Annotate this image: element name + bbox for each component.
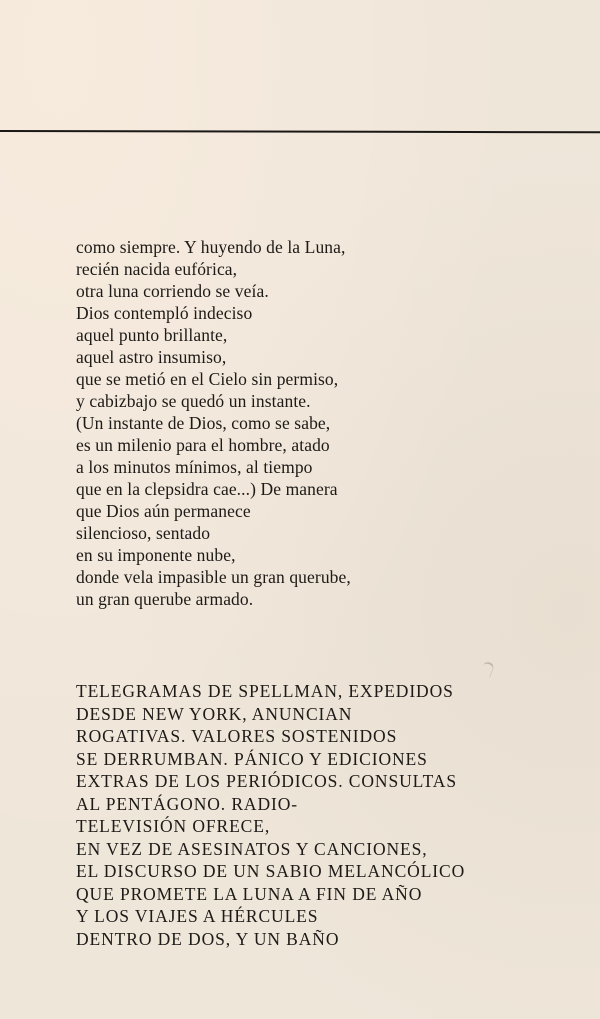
poem-line: donde vela impasible un gran querube, xyxy=(76,567,351,587)
poem-stanza-lowercase xyxy=(76,236,351,610)
poem-line: DENTRO DE DOS, Y UN BAÑO xyxy=(76,928,340,949)
header-rule xyxy=(0,130,600,133)
poem-line: AL PENTÁGONO. RADIO- xyxy=(76,793,298,814)
poem-line: aquel punto brillante, xyxy=(76,325,228,345)
poem-line: a los minutos mínimos, al tiempo xyxy=(76,457,313,477)
poem-line: SE DERRUMBAN. PÁNICO Y EDICIONES xyxy=(76,748,428,769)
poem-line: Dios contempló indeciso xyxy=(76,303,253,323)
poem-line: y cabizbajo se quedó un instante. xyxy=(76,391,311,411)
poem-line: EL DISCURSO DE UN SABIO MELANCÓLICO xyxy=(76,861,466,881)
paper-smudge-mark xyxy=(480,661,495,678)
poem-line: que Dios aún permanece xyxy=(76,501,251,521)
poem-stanza-uppercase xyxy=(76,680,465,950)
poem-line: que se metió en el Cielo sin permiso, xyxy=(76,369,339,389)
poem-line: es un milenio para el hombre, atado xyxy=(76,435,330,455)
poem-line: recién nacida eufórica, xyxy=(76,259,238,279)
poem-line: EXTRAS DE LOS PERIÓDICOS. CONSULTAS xyxy=(76,771,457,791)
poem-line: que en la clepsidra cae...) De manera xyxy=(76,479,338,499)
poem-line: ROGATIVAS. VALORES SOSTENIDOS xyxy=(76,726,398,746)
poem-line: EN VEZ DE ASESINATOS Y CANCIONES, xyxy=(76,838,428,859)
poem-line: (Un instante de Dios, como se sabe, xyxy=(76,413,331,433)
poem-line: aquel astro insumiso, xyxy=(76,347,227,367)
poem-line: en su imponente nube, xyxy=(76,545,236,565)
poem-line: otra luna corriendo se veía. xyxy=(76,281,269,301)
poem-line: como siempre. Y huyendo de la Luna, xyxy=(76,237,346,257)
poem-line: TELEVISIÓN OFRECE, xyxy=(76,816,271,836)
poem-line: Y LOS VIAJES A HÉRCULES xyxy=(76,906,319,926)
poem-line: QUE PROMETE LA LUNA A FIN DE AÑO xyxy=(76,883,423,904)
poem-line: TELEGRAMAS DE SPELLMAN, EXPEDIDOS xyxy=(76,681,454,701)
poem-line: silencioso, sentado xyxy=(76,523,211,543)
poem-line: un gran querube armado. xyxy=(76,589,254,609)
poem-line: DESDE NEW YORK, ANUNCIAN xyxy=(76,703,353,724)
